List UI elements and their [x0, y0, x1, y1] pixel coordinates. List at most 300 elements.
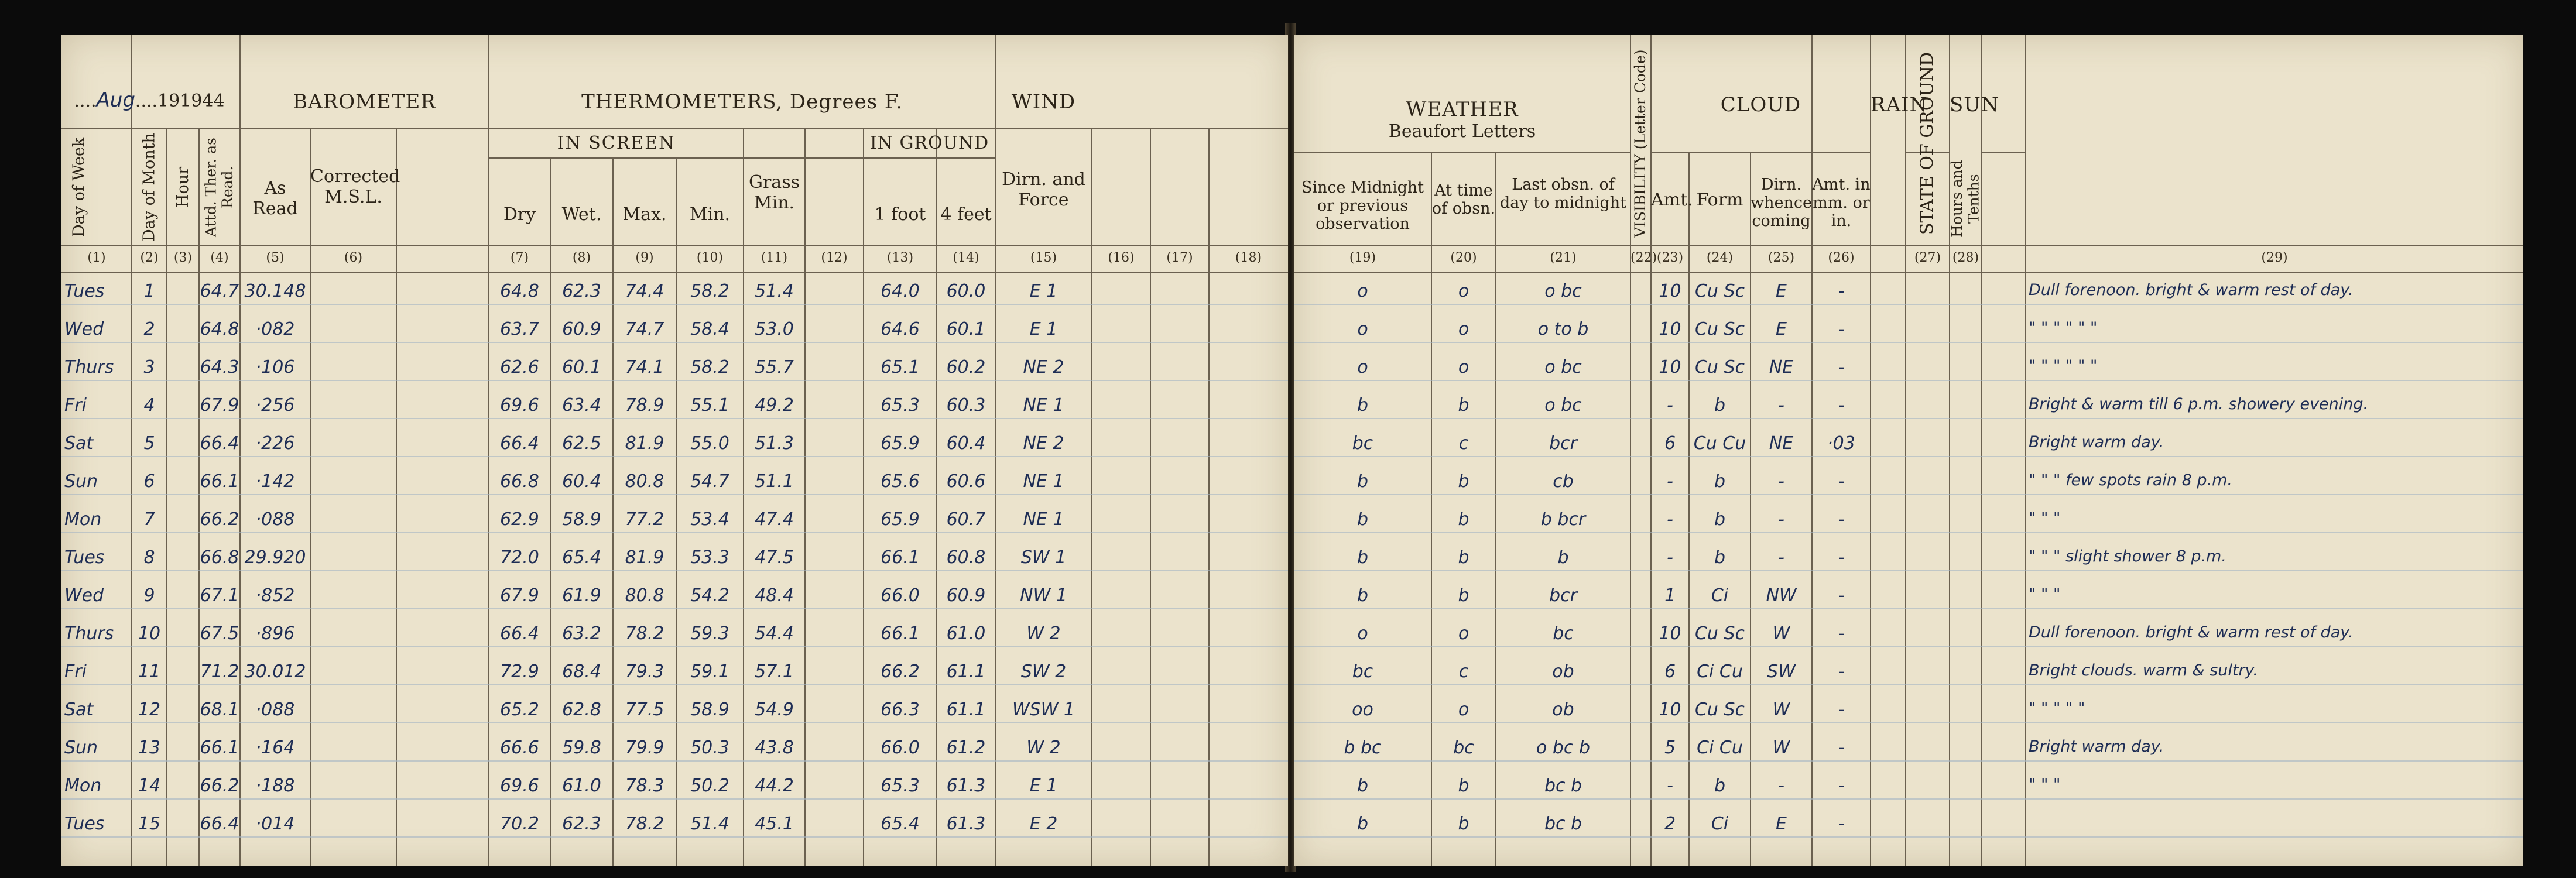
cell-dow: Sun — [64, 471, 98, 492]
cell-f4: 60.7 — [946, 509, 986, 530]
cell-last: o bc — [1544, 395, 1582, 416]
cell-dow: Sun — [64, 738, 98, 758]
cell-remark: Bright warm day. — [2029, 738, 2164, 756]
cell-grass: 54.9 — [755, 699, 794, 720]
cell-grass: 51.3 — [755, 433, 794, 454]
cell-at: o — [1458, 319, 1469, 339]
cell-remark: Dull forenoon. bright & warm rest of day. — [2029, 623, 2354, 642]
cell-f1: 66.1 — [881, 547, 920, 568]
cell-last: bc b — [1544, 814, 1582, 834]
cell-since: b — [1356, 509, 1369, 530]
cell-remark: " " " — [2029, 509, 2061, 527]
cell-attd: 64.3 — [200, 357, 239, 378]
cell-f4: 61.0 — [946, 623, 986, 644]
cell-last: ob — [1552, 699, 1574, 720]
cell-at: b — [1458, 395, 1469, 416]
cell-dow: Tues — [64, 814, 105, 834]
cell-dry: 70.2 — [500, 814, 539, 834]
colnum: (27) — [1914, 251, 1941, 265]
cell-grass: 55.7 — [755, 357, 794, 378]
cell-f1: 66.1 — [881, 623, 920, 644]
cell-max: 81.9 — [625, 433, 664, 454]
cell-wet: 61.9 — [562, 585, 601, 606]
cell-dry: 69.6 — [500, 395, 539, 416]
cell-remark: Dull forenoon. bright & warm rest of day. — [2029, 281, 2354, 299]
col-sun-hours: Hours and Tenths — [1948, 160, 1982, 238]
cell-dry: 66.6 — [500, 738, 539, 758]
cell-grass: 44.2 — [755, 776, 794, 796]
cell-f4: 60.3 — [946, 395, 986, 416]
cell-wet: 63.4 — [562, 395, 601, 416]
cell-amt: - — [1667, 547, 1673, 568]
col-cloud-amt: Amt. — [1651, 190, 1693, 210]
cell-read: ·164 — [255, 738, 295, 758]
cell-form: b — [1714, 509, 1726, 530]
cell-since: b — [1356, 585, 1369, 606]
cell-amt: 1 — [1664, 585, 1676, 606]
cell-at: b — [1458, 509, 1469, 530]
cell-remark: " " " — [2029, 585, 2061, 603]
cell-dirn: - — [1778, 776, 1784, 796]
col-at-time: At time of obsn. — [1431, 181, 1496, 218]
cell-f4: 60.1 — [946, 319, 986, 339]
cell-amt: 10 — [1659, 281, 1681, 301]
cell-grass: 47.4 — [755, 509, 794, 530]
cell-rain: - — [1838, 623, 1845, 644]
cell-amt: 2 — [1664, 814, 1676, 834]
in-ground-header: IN GROUND — [869, 133, 989, 153]
cell-max: 74.4 — [625, 281, 664, 301]
col-rain-amt: Amt. in mm. or in. — [1812, 176, 1871, 231]
cell-dom: 7 — [143, 509, 155, 530]
cell-dirn: W — [1772, 738, 1790, 758]
cell-grass: 51.4 — [755, 281, 794, 301]
cell-amt: 10 — [1659, 357, 1681, 378]
cell-grass: 49.2 — [755, 395, 794, 416]
cell-form: Cu Sc — [1694, 357, 1745, 378]
cell-at: b — [1458, 585, 1469, 606]
colnum: (17) — [1166, 251, 1193, 265]
wind-header: WIND — [1011, 90, 1076, 114]
col-as-read: As Read — [252, 178, 298, 219]
cell-read: ·142 — [255, 471, 295, 492]
cell-dom: 4 — [143, 395, 155, 416]
colnum: (15) — [1030, 251, 1057, 265]
cell-form: b — [1714, 395, 1726, 416]
cell-f4: 60.8 — [946, 547, 986, 568]
cell-wet: 68.4 — [562, 661, 601, 682]
colnum: (14) — [953, 251, 979, 265]
cell-attd: 66.2 — [200, 509, 239, 530]
cell-grass: 51.1 — [755, 471, 794, 492]
cell-form: Ci Cu — [1697, 661, 1743, 682]
cell-rain: - — [1838, 471, 1845, 492]
cell-form: Ci — [1711, 585, 1729, 606]
cell-rain: - — [1838, 395, 1845, 416]
month-value: Aug — [96, 88, 135, 112]
cell-wind: E 2 — [1029, 814, 1058, 834]
cell-amt: - — [1667, 776, 1673, 796]
colnum: (21) — [1550, 251, 1577, 265]
cell-dirn: NW — [1766, 585, 1797, 606]
cell-at: o — [1458, 699, 1469, 720]
cell-f1: 64.6 — [881, 319, 920, 339]
cell-dry: 62.6 — [500, 357, 539, 378]
cell-min: 58.9 — [690, 699, 729, 720]
cell-since: b — [1356, 547, 1369, 568]
cell-dom: 9 — [143, 585, 155, 606]
cell-amt: 6 — [1664, 661, 1676, 682]
colnum: (25) — [1767, 251, 1795, 265]
col-cloud-dirn: Dirn. whence coming — [1751, 176, 1812, 231]
in-screen-header: IN SCREEN — [557, 133, 676, 153]
cell-dirn: NE — [1769, 357, 1794, 378]
cell-remark: " " " " " " — [2029, 357, 2098, 375]
cell-f4: 60.6 — [946, 471, 986, 492]
cell-dirn: SW — [1767, 661, 1796, 682]
colnum: (19) — [1349, 251, 1376, 265]
cell-f1: 66.2 — [881, 661, 920, 682]
cell-dom: 6 — [143, 471, 155, 492]
rain-header: RAIN — [1871, 93, 1928, 116]
cell-last: o to b — [1537, 319, 1589, 339]
barometer-header: BAROMETER — [293, 90, 436, 114]
cell-dirn: - — [1778, 547, 1784, 568]
cell-dom: 3 — [143, 357, 155, 378]
cell-remark: Bright clouds. warm & sultry. — [2029, 661, 2258, 680]
cell-rain: - — [1838, 357, 1845, 378]
cell-f4: 61.2 — [946, 738, 986, 758]
cell-grass: 48.4 — [755, 585, 794, 606]
cell-dow: Sat — [64, 433, 94, 454]
colnum: (28) — [1952, 251, 1979, 265]
cell-min: 58.2 — [690, 281, 729, 301]
cell-dom: 2 — [143, 319, 155, 339]
colnum: (16) — [1108, 251, 1135, 265]
cell-amt: - — [1667, 395, 1673, 416]
cell-grass: 57.1 — [755, 661, 794, 682]
cell-amt: 6 — [1664, 433, 1676, 454]
colnum: (18) — [1235, 251, 1262, 265]
col-grass-min: Grass Min. — [749, 172, 800, 213]
cell-wet: 60.1 — [562, 357, 601, 378]
cell-dow: Fri — [64, 395, 87, 416]
cell-remark: Bright warm day. — [2029, 433, 2164, 451]
colnum: (11) — [761, 251, 788, 265]
cell-attd: 66.4 — [200, 433, 239, 454]
cell-f4: 61.1 — [946, 661, 986, 682]
cell-form: Ci — [1711, 814, 1729, 834]
cell-f1: 65.9 — [881, 433, 920, 454]
cell-dom: 1 — [143, 281, 155, 301]
cell-form: Cu Sc — [1694, 623, 1745, 644]
state-of-ground-header: STATE OF GROUND — [1917, 52, 1938, 235]
cell-wet: 61.0 — [562, 776, 601, 796]
cell-remark: " " " slight shower 8 p.m. — [2029, 547, 2226, 565]
cell-dom: 10 — [138, 623, 161, 644]
cell-attd: 66.1 — [200, 471, 239, 492]
cell-max: 80.8 — [625, 471, 664, 492]
cell-wet: 60.4 — [562, 471, 601, 492]
cell-f1: 65.3 — [881, 395, 920, 416]
cell-wet: 63.2 — [562, 623, 601, 644]
cell-dry: 67.9 — [500, 585, 539, 606]
cell-since: b — [1356, 776, 1369, 796]
cell-attd: 67.1 — [200, 585, 239, 606]
cell-max: 77.2 — [625, 509, 664, 530]
cell-rain: - — [1838, 814, 1845, 834]
cell-last: ob — [1552, 661, 1574, 682]
cell-form: b — [1714, 547, 1726, 568]
cell-attd: 66.2 — [200, 776, 239, 796]
colnum: (24) — [1706, 251, 1734, 265]
cell-wet: 65.4 — [562, 547, 601, 568]
cell-dow: Tues — [64, 547, 105, 568]
colnum: (20) — [1450, 251, 1477, 265]
cell-dom: 12 — [138, 699, 161, 720]
colnum: (29) — [2261, 251, 2288, 265]
col-day-of-month: Day of Month — [140, 133, 159, 242]
cell-last: bc — [1553, 623, 1574, 644]
cell-read: ·188 — [255, 776, 295, 796]
cell-dow: Thurs — [64, 623, 114, 644]
cell-f4: 60.4 — [946, 433, 986, 454]
cell-remark: " " " few spots rain 8 p.m. — [2029, 471, 2232, 489]
cell-amt: 5 — [1664, 738, 1676, 758]
cell-min: 54.7 — [690, 471, 729, 492]
cell-attd: 67.5 — [200, 623, 239, 644]
cell-since: bc — [1352, 661, 1373, 682]
cell-max: 78.2 — [625, 623, 664, 644]
cell-min: 50.3 — [690, 738, 729, 758]
cell-read: ·088 — [255, 509, 295, 530]
cell-min: 53.3 — [690, 547, 729, 568]
colnum: (3) — [173, 251, 193, 265]
cell-dry: 62.9 — [500, 509, 539, 530]
cell-at: b — [1458, 547, 1469, 568]
cell-f1: 66.0 — [881, 585, 920, 606]
cell-min: 51.4 — [690, 814, 729, 834]
colnum: (2) — [140, 251, 159, 265]
cell-rain: - — [1838, 699, 1845, 720]
cell-dry: 66.4 — [500, 433, 539, 454]
cell-dow: Mon — [64, 509, 102, 530]
cell-wet: 62.5 — [562, 433, 601, 454]
cell-since: b bc — [1344, 738, 1382, 758]
cell-dom: 5 — [143, 433, 155, 454]
cell-f1: 65.9 — [881, 509, 920, 530]
colnum: (5) — [266, 251, 285, 265]
cell-max: 78.3 — [625, 776, 664, 796]
cell-dry: 66.8 — [500, 471, 539, 492]
cell-max: 74.7 — [625, 319, 664, 339]
cell-since: bc — [1352, 433, 1373, 454]
cell-rain: - — [1838, 319, 1845, 339]
cell-read: ·256 — [255, 395, 295, 416]
cell-wet: 62.8 — [562, 699, 601, 720]
cell-wet: 62.3 — [562, 814, 601, 834]
col-min: Min. — [689, 204, 731, 225]
cell-wind: NE 1 — [1023, 471, 1064, 492]
col-wet: Wet. — [561, 204, 602, 225]
cell-f1: 65.4 — [881, 814, 920, 834]
cell-dow: Thurs — [64, 357, 114, 378]
cell-last: o bc b — [1536, 738, 1590, 758]
cell-dow: Fri — [64, 661, 87, 682]
cell-since: o — [1357, 319, 1368, 339]
cell-read: ·088 — [255, 699, 295, 720]
cell-rain: - — [1838, 776, 1845, 796]
cell-dirn: E — [1776, 319, 1787, 339]
colnum: (13) — [886, 251, 914, 265]
colnum: (7) — [510, 251, 529, 265]
cell-dirn: W — [1772, 699, 1790, 720]
col-corrected-msl: Corrected M.S.L. — [310, 166, 400, 207]
cell-rain: ·03 — [1827, 433, 1855, 454]
cell-rain: - — [1838, 547, 1845, 568]
cell-wet: 59.8 — [562, 738, 601, 758]
cell-attd: 66.8 — [200, 547, 239, 568]
colnum: (22) — [1630, 251, 1657, 265]
cell-at: bc — [1453, 738, 1474, 758]
cell-rain: - — [1838, 661, 1845, 682]
cell-remark: " " " — [2029, 776, 2061, 794]
cell-f1: 66.3 — [881, 699, 920, 720]
col-four-feet: 4 feet — [940, 204, 992, 225]
col-cloud-form: Form — [1696, 190, 1743, 210]
cell-attd: 66.4 — [200, 814, 239, 834]
cell-dry: 72.9 — [500, 661, 539, 682]
cell-attd: 66.1 — [200, 738, 239, 758]
cell-max: 74.1 — [625, 357, 664, 378]
cell-at: o — [1458, 623, 1469, 644]
cell-f1: 65.6 — [881, 471, 920, 492]
cell-since: b — [1356, 395, 1369, 416]
cell-read: 30.148 — [244, 281, 306, 301]
cell-since: o — [1357, 357, 1368, 378]
cell-max: 79.3 — [625, 661, 664, 682]
cell-wind: WSW 1 — [1012, 699, 1075, 720]
cell-dirn: - — [1778, 395, 1784, 416]
cell-last: cb — [1553, 471, 1574, 492]
colnum: (26) — [1828, 251, 1855, 265]
cell-form: Cu Sc — [1694, 281, 1745, 301]
cell-dirn: E — [1776, 814, 1787, 834]
cell-since: o — [1357, 623, 1368, 644]
cell-form: Cu Sc — [1694, 319, 1745, 339]
cell-last: b — [1557, 547, 1569, 568]
cell-last: bc b — [1544, 776, 1582, 796]
cell-read: ·226 — [255, 433, 295, 454]
cell-read: ·852 — [255, 585, 295, 606]
cell-remark: " " " " " " — [2029, 319, 2098, 337]
cell-dom: 8 — [143, 547, 155, 568]
cell-since: b — [1356, 814, 1369, 834]
cell-min: 58.2 — [690, 357, 729, 378]
cell-dow: Wed — [64, 585, 104, 606]
cell-read: ·106 — [255, 357, 295, 378]
cell-since: b — [1356, 471, 1369, 492]
cell-min: 50.2 — [690, 776, 729, 796]
cell-min: 55.0 — [690, 433, 729, 454]
cell-at: c — [1458, 661, 1469, 682]
cell-at: b — [1458, 776, 1469, 796]
cell-min: 55.1 — [690, 395, 729, 416]
cell-attd: 64.8 — [200, 319, 239, 339]
cell-read: ·082 — [255, 319, 295, 339]
cell-remark: " " " " " — [2029, 699, 2085, 718]
cell-attd: 64.7 — [200, 281, 239, 301]
cell-at: o — [1458, 281, 1469, 301]
colnum: (6) — [344, 251, 363, 265]
cell-wind: E 1 — [1029, 776, 1058, 796]
cell-dry: 72.0 — [500, 547, 539, 568]
cell-dow: Wed — [64, 319, 104, 339]
cell-last: o bc — [1544, 281, 1582, 301]
cell-dirn: NE — [1769, 433, 1794, 454]
cell-form: Ci Cu — [1697, 738, 1743, 758]
col-last-obsn: Last obsn. of day to midnight — [1500, 176, 1626, 212]
colnum: (12) — [821, 251, 848, 265]
cell-since: oo — [1352, 699, 1373, 720]
colnum: (4) — [210, 251, 229, 265]
cell-last: bcr — [1549, 585, 1577, 606]
cell-dow: Sat — [64, 699, 94, 720]
cell-grass: 45.1 — [755, 814, 794, 834]
month-year-label: ....Aug....191944 — [74, 88, 225, 112]
cell-dom: 14 — [138, 776, 161, 796]
cell-wind: W 2 — [1026, 623, 1061, 644]
cell-f1: 64.0 — [881, 281, 920, 301]
colnum: (1) — [87, 251, 106, 265]
col-day-of-week: Day of Week — [70, 137, 88, 238]
cell-wind: W 2 — [1026, 738, 1061, 758]
cell-min: 53.4 — [690, 509, 729, 530]
cell-rain: - — [1838, 281, 1845, 301]
cell-form: b — [1714, 471, 1726, 492]
cell-dry: 63.7 — [500, 319, 539, 339]
cell-dirn: E — [1776, 281, 1787, 301]
cell-last: b bcr — [1540, 509, 1586, 530]
cell-wind: SW 1 — [1020, 547, 1067, 568]
cell-f1: 65.1 — [881, 357, 920, 378]
cell-f4: 60.2 — [946, 357, 986, 378]
col-one-foot: 1 foot — [874, 204, 926, 225]
sun-header: SUN — [1950, 93, 1999, 116]
cell-dom: 15 — [138, 814, 161, 834]
cell-wind: NW 1 — [1020, 585, 1067, 606]
colnum: (23) — [1656, 251, 1684, 265]
cell-min: 59.3 — [690, 623, 729, 644]
year-value: 1944 — [180, 91, 225, 111]
cell-f4: 60.9 — [946, 585, 986, 606]
cell-amt: 10 — [1659, 319, 1681, 339]
cell-dow: Mon — [64, 776, 102, 796]
cell-read: ·014 — [255, 814, 295, 834]
cell-max: 78.9 — [625, 395, 664, 416]
cell-max: 77.5 — [625, 699, 664, 720]
visibility-header: VISIBILITY (Letter Code) — [1632, 49, 1649, 238]
right-page — [1294, 35, 2523, 866]
cell-wind: NE 1 — [1023, 509, 1064, 530]
cell-dirn: - — [1778, 509, 1784, 530]
col-since-midnight: Since Midnight or previous observation — [1301, 179, 1424, 234]
cell-amt: - — [1667, 509, 1673, 530]
cell-read: 29.920 — [244, 547, 306, 568]
cell-wind: NE 1 — [1023, 395, 1064, 416]
cell-dry: 65.2 — [500, 699, 539, 720]
weather-header: WEATHER — [1406, 98, 1519, 121]
